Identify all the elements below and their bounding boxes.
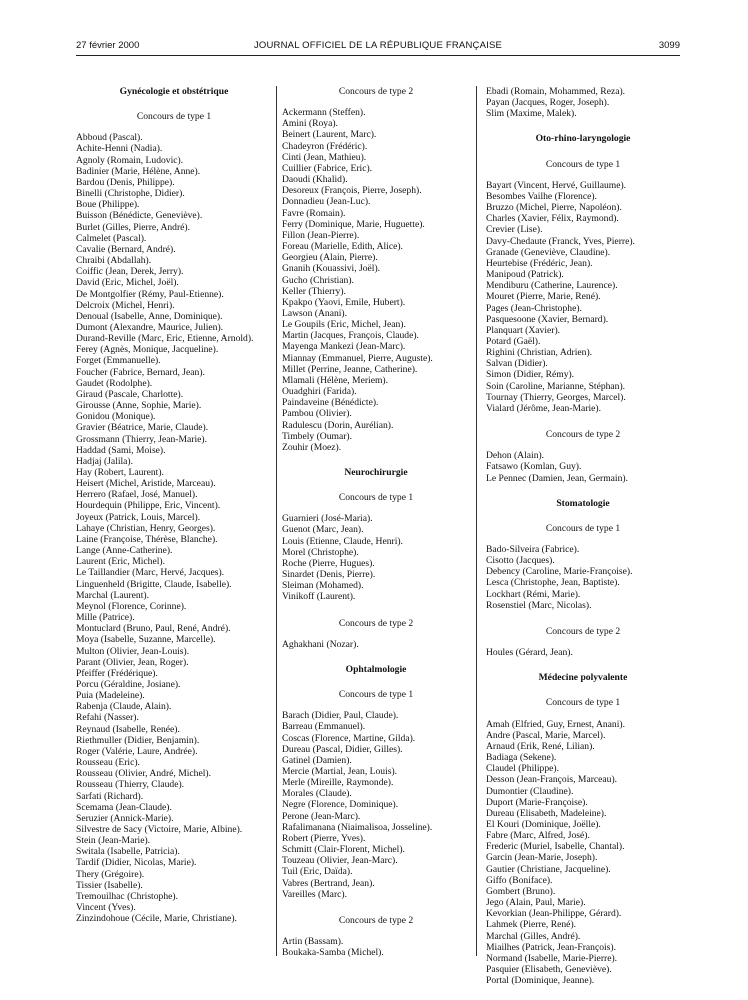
header-journal-title: JOURNAL OFFICIEL DE LA RÉPUBLIQUE FRANÇAISE <box>253 40 503 51</box>
list-item: Ackermann (Steffen). <box>282 107 366 119</box>
concours-group <box>282 86 470 453</box>
list-item: Rafalimanana (Niaimalisoa, Josseline). <box>282 821 433 833</box>
concours-group <box>486 429 680 484</box>
concours-heading: Concours de type 2 <box>545 625 621 637</box>
concours-heading: Concours de type 1 <box>338 492 414 504</box>
concours-heading: Concours de type 2 <box>545 429 621 441</box>
name-list <box>486 450 680 483</box>
concours-heading: Concours de type 2 <box>338 914 414 926</box>
list-item: Bado-Silveira (Fabrice). <box>486 544 580 555</box>
list-item: Montuclard (Bruno, Paul, René, André). <box>76 623 231 635</box>
list-item: Amah (Elfried, Guy, Ernest, Anani). <box>486 718 625 730</box>
list-item: Morales (Claude). <box>282 788 352 800</box>
list-item: Lockhart (Rémi, Marie). <box>486 588 581 600</box>
concours-heading: Concours de type 1 <box>545 522 621 534</box>
list-item: Paindaveine (Bénédicte). <box>282 397 379 409</box>
list-item: Touzeau (Olivier, Jean-Marc). <box>282 855 398 867</box>
list-item: Kevorkian (Jean-Philippe, Gérard). <box>486 908 622 920</box>
list-item: Delcroix (Michel, Henri). <box>76 299 175 311</box>
column-divider-1 <box>276 86 277 956</box>
list-item: Reynaud (Isabelle, Renée). <box>76 723 180 735</box>
spacer <box>282 603 470 618</box>
list-item: Seruzier (Annick-Marie). <box>76 812 174 824</box>
list-item: Radulescu (Dorin, Aurélian). <box>282 419 394 431</box>
concours-group <box>282 689 470 915</box>
specialty-heading: Oto-rhino-laryngologie <box>535 133 631 145</box>
list-item: Rousseau (Eric). <box>76 757 140 769</box>
specialty-heading: Stomatologie <box>556 497 610 509</box>
list-item: Pages (Jean-Christophe). <box>486 302 582 314</box>
list-item: Payan (Jacques, Roger, Joseph). <box>486 97 610 109</box>
list-item: Scemama (Jean-Claude). <box>76 801 172 813</box>
list-item: Buisson (Bénédicte, Geneviève). <box>76 210 203 222</box>
list-item: Lawson (Anani). <box>282 307 348 319</box>
list-item: Gaudet (Rodolphe). <box>76 377 153 389</box>
list-item: Cinti (Jean, Mathieu). <box>282 151 367 163</box>
list-item: Rosenstiel (Marc, Nicolas). <box>486 599 592 611</box>
list-item: Gombert (Bruno). <box>486 885 556 897</box>
list-item: Granade (Geneviève, Claudine). <box>486 246 611 258</box>
list-item: Desson (Jean-François, Marceau). <box>486 774 618 786</box>
column-3 <box>486 86 680 1000</box>
list-item: Jego (Alain, Paul, Marie). <box>486 897 586 909</box>
list-item: Barreau (Emmanuel). <box>282 721 366 733</box>
list-item: Merle (Mireille, Raymonde). <box>282 777 394 789</box>
column-2 <box>282 86 470 972</box>
list-item: Negre (Florence, Dominique). <box>282 799 399 811</box>
list-item: Robert (Pierre, Yves). <box>282 832 366 844</box>
list-item: Hay (Robert, Laurent). <box>76 467 164 478</box>
list-item: Achite-Henni (Nadia). <box>76 143 163 155</box>
concours-group <box>76 111 272 924</box>
list-item: Badiaga (Sekene). <box>486 752 557 764</box>
list-item: Ferey (Agnès, Monique, Jacqueline). <box>76 344 219 356</box>
specialty-heading: Gynécologie et obstétrique <box>119 86 229 97</box>
list-item: Manipoud (Patrick). <box>486 269 564 281</box>
specialty-heading: Ophtalmologie <box>345 663 407 675</box>
list-item: Lesca (Christophe, Jean, Baptiste). <box>486 577 620 589</box>
list-item: Abboud (Pascal). <box>76 132 143 144</box>
list-item: Dehon (Alain). <box>486 450 545 462</box>
list-item: Bruzzo (Michel, Pierre, Napoléon). <box>486 202 622 214</box>
list-item: Dureau (Elisabeth, Madeleine). <box>486 807 607 819</box>
list-item: Badinier (Marie, Hélène, Anne). <box>76 165 201 177</box>
list-item: Porcu (Géraldine, Josiane). <box>76 678 181 690</box>
list-item: Silvestre de Sacy (Victoire, Marie, Albine). <box>76 824 243 835</box>
list-item: Rousseau (Olivier, André, Michel). <box>76 768 211 780</box>
list-item: Foreau (Marielle, Edith, Alice). <box>282 241 403 253</box>
list-item: Vinikoff (Laurent). <box>282 591 356 603</box>
list-item: Garcin (Jean-Marie, Joseph). <box>486 852 598 864</box>
list-item: Soin (Caroline, Marianne, Stéphan). <box>486 380 626 392</box>
list-item: Laurent (Eric, Michel). <box>76 556 165 568</box>
list-item: Rousseau (Thierry, Claude). <box>76 779 185 791</box>
concours-heading: Concours de type 1 <box>338 689 414 701</box>
list-item: Roche (Pierre, Hugues). <box>282 557 375 569</box>
list-item: Lahaye (Christian, Henry, Georges). <box>76 522 216 534</box>
list-item: Stein (Jean-Marie). <box>76 835 151 847</box>
list-item: Dureau (Pascal, Didier, Gilles). <box>282 743 403 755</box>
list-item: Miailhes (Patrick, Jean-François). <box>486 941 617 953</box>
list-item: Pasquesoone (Xavier, Bernard). <box>486 313 609 325</box>
list-item: Fillon (Jean-Pierre). <box>282 229 360 241</box>
list-item: Gonidou (Monique). <box>76 411 156 423</box>
concours-heading: Concours de type 1 <box>136 111 212 123</box>
list-item: De Montgolfier (Rémy, Paul-Etienne). <box>76 288 224 300</box>
specialty-section <box>486 672 680 986</box>
list-item: Burlet (Gilles, Pierre, André). <box>76 221 191 233</box>
name-list <box>282 107 470 453</box>
header-rule <box>76 55 680 56</box>
list-item: Zouhir (Moez). <box>282 441 342 453</box>
list-item: Perone (Jean-Marc). <box>282 810 361 822</box>
list-item: Linguenheld (Brigitte, Claude, Isabelle). <box>76 578 232 590</box>
list-item: Parant (Olivier, Jean, Roger). <box>76 656 189 668</box>
list-item: Mouret (Pierre, Marie, René). <box>486 291 601 303</box>
list-item: Grossmann (Thierry, Jean-Marie). <box>76 433 207 445</box>
list-item: Denoual (Isabelle, Anne, Dominique). <box>76 310 223 322</box>
list-item: Tuil (Eric, Daïda). <box>282 866 353 878</box>
list-item: Agnoly (Romain, Ludovic). <box>76 154 184 166</box>
list-item: Hourdequin (Philippe, Eric, Vincent). <box>76 500 221 512</box>
list-item: Artin (Bassam). <box>282 936 344 947</box>
list-item: Ouadghiri (Farida). <box>282 386 357 398</box>
list-item: Giraud (Pascale, Charlotte). <box>76 388 184 400</box>
list-item: Portal (Dominique, Jeanne). <box>486 975 595 987</box>
concours-group <box>486 523 680 626</box>
list-item: Keller (Thierry). <box>282 285 346 297</box>
list-item: Arnaud (Erik, René, Lilian). <box>486 740 595 752</box>
list-item: Gautier (Christiane, Jacqueline). <box>486 863 611 875</box>
list-item: Guarnieri (José-Maria). <box>282 513 373 525</box>
list-item: Coiffic (Jean, Derek, Jerry). <box>76 266 184 278</box>
list-item: Marchal (Laurent). <box>76 589 149 601</box>
list-item: David (Eric, Michel, Joël). <box>76 277 179 289</box>
list-item: Thery (Grégoire). <box>76 868 145 880</box>
list-item: Bayart (Vincent, Hervé, Guillaume). <box>486 179 627 191</box>
list-item: Mille (Patrice). <box>76 612 135 624</box>
list-item: Le Pennec (Damien, Jean, Germain). <box>486 472 628 484</box>
list-item: Tournay (Thierry, Georges, Marcel). <box>486 391 626 403</box>
list-item: Giffo (Boniface). <box>486 874 553 886</box>
name-list <box>486 647 680 658</box>
list-item: Riethmuller (Didier, Benjamin). <box>76 734 200 746</box>
list-item: Pfeiffer (Frédérique). <box>76 667 158 679</box>
list-item: Miannay (Emmanuel, Pierre, Auguste). <box>282 352 433 364</box>
list-item: Besombes Vailhe (Florence). <box>486 190 597 202</box>
list-item: Mlamali (Hélène, Meriem). <box>282 374 389 386</box>
list-item: Guenot (Marc, Jean). <box>282 524 364 536</box>
column-1 <box>76 86 272 938</box>
name-list <box>486 544 680 611</box>
list-item: Heisert (Michel, Aristide, Marceau). <box>76 478 216 490</box>
list-item: Haddad (Sami, Moise). <box>76 444 166 456</box>
list-item: Boue (Philippe). <box>76 199 140 211</box>
list-item: Puia (Madeleine). <box>76 690 145 702</box>
list-item: Dumontier (Claudine). <box>486 785 574 797</box>
name-list <box>486 719 680 987</box>
list-item: Millet (Perrine, Jeanne, Catherine). <box>282 363 418 375</box>
list-item: Meynol (Florence, Corinne). <box>76 600 187 612</box>
list-item: Pambou (Olivier). <box>282 408 352 420</box>
header-date: 27 février 2000 <box>76 40 140 51</box>
list-item: Joyeux (Patrick, Louis, Marcel). <box>76 511 201 523</box>
list-item: Fatsawo (Komlan, Guy). <box>486 461 582 473</box>
list-item: Lahmek (Pierre, René). <box>486 919 577 931</box>
specialty-section <box>76 86 272 924</box>
list-item: Roger (Valérie, Laure, Andrée). <box>76 745 198 757</box>
list-item: Slim (Maxime, Malek). <box>486 108 577 120</box>
list-item: Bardou (Denis, Philippe). <box>76 176 175 188</box>
concours-group <box>486 697 680 986</box>
list-item: Hadjaj (Jalila). <box>76 455 134 467</box>
list-item: Frederic (Muriel, Isabelle, Chantal). <box>486 841 625 853</box>
list-item: Tremouilhac (Christophe). <box>76 890 178 902</box>
list-item: Sarfati (Richard). <box>76 790 144 802</box>
list-item: Morel (Christophe). <box>282 546 359 558</box>
list-item: Favre (Romain). <box>282 207 346 219</box>
name-list <box>282 639 470 650</box>
list-item: Ebadi (Romain, Mohammed, Reza). <box>486 86 626 97</box>
list-item: Le Taillandier (Marc, Hervé, Jacques). <box>76 567 225 579</box>
list-item: Gravier (Béatrice, Marie, Claude). <box>76 422 209 434</box>
list-item: Tardif (Didier, Nicolas, Marie). <box>76 857 197 869</box>
name-list <box>76 132 272 924</box>
list-item: Crevier (Lise). <box>486 224 543 236</box>
list-item: Marchal (Gilles, André). <box>486 930 581 942</box>
list-item: Boukaka-Samba (Michel). <box>282 947 384 959</box>
list-item: Davy-Chedaute (Franck, Yves, Pierre). <box>486 235 635 247</box>
concours-group <box>282 492 470 617</box>
list-item: Vialard (Jérôme, Jean-Marie). <box>486 402 602 414</box>
list-item: Rabenja (Claude, Alain). <box>76 701 172 713</box>
list-item: Claudel (Philippe). <box>486 763 560 775</box>
list-item: Le Goupils (Eric, Michel, Jean). <box>282 319 406 331</box>
list-item: Zinzindohoue (Cécile, Marie, Christiane). <box>76 913 237 925</box>
list-item: Forget (Emmanuelle). <box>76 355 161 367</box>
list-item: Mercie (Martial, Jean, Louis). <box>282 765 398 777</box>
list-item: Salvan (Didier). <box>486 358 548 370</box>
list-item: Schmitt (Clair-Florent, Michel). <box>282 844 405 856</box>
list-item: Barach (Didier, Paul, Claude). <box>282 710 399 722</box>
list-item: Durand-Reville (Marc, Eric, Etienne, Arnold). <box>76 333 254 345</box>
list-item: Houles (Gérard, Jean). <box>486 647 573 659</box>
list-item: Herrero (Rafael, José, Manuel). <box>76 489 198 501</box>
list-item: Gatinel (Damien). <box>282 754 352 766</box>
list-item: Girousse (Anne, Sophie, Marie). <box>76 400 202 412</box>
list-item: Timbely (Oumar). <box>282 430 352 442</box>
concours-heading: Concours de type 1 <box>545 158 621 170</box>
name-list <box>282 710 470 900</box>
page-header <box>76 40 680 54</box>
list-item: Fabre (Marc, Alfred, José). <box>486 830 590 842</box>
concours-group <box>486 86 680 119</box>
list-item: Vincent (Yves). <box>76 902 136 914</box>
list-item: Amini (Roya). <box>282 118 338 130</box>
specialty-section <box>486 86 680 119</box>
concours-heading: Concours de type 2 <box>338 86 414 97</box>
list-item: Donnadieu (Jean-Luc). <box>282 196 371 208</box>
concours-group <box>282 618 470 650</box>
specialty-section <box>282 664 470 958</box>
list-item: Mayenga Mankezi (Jean-Marc). <box>282 341 406 353</box>
list-item: Kpakpo (Yaovi, Emile, Hubert). <box>282 296 406 308</box>
list-item: Normand (Isabelle, Marie-Pierre). <box>486 952 618 964</box>
list-item: Cuillier (Fabrice, Eric). <box>282 162 373 174</box>
specialty-heading: Médecine polyvalente <box>538 672 628 684</box>
list-item: Sinardet (Denis, Pierre). <box>282 569 376 581</box>
list-item: Sleiman (Mohamed). <box>282 580 364 592</box>
list-item: Laine (Françoise, Thérèse, Blanche). <box>76 533 218 545</box>
list-item: Simon (Didier, Rémy). <box>486 369 575 381</box>
list-item: Debency (Caroline, Marie-Françoise). <box>486 566 633 578</box>
list-item: Cisotto (Jacques). <box>486 555 555 567</box>
list-item: Chadeyron (Frédéric). <box>282 140 368 152</box>
list-item: Pasquier (Elisabeth, Geneviève). <box>486 964 612 975</box>
list-item: Charles (Xavier, Félix, Raymond). <box>486 213 619 225</box>
specialty-heading: Neurochirurgie <box>344 467 408 478</box>
list-item: Georgieu (Alain, Pierre). <box>282 252 378 264</box>
list-item: Desoreux (François, Pierre, Joseph). <box>282 185 422 197</box>
list-item: Aghakhani (Nozar). <box>282 638 359 650</box>
list-item: Martin (Jacques, François, Claude). <box>282 330 419 342</box>
list-item: Moya (Isabelle, Suzanne, Marcelle). <box>76 634 216 646</box>
list-item: Coscas (Florence, Martine, Gilda). <box>282 732 416 744</box>
spacer <box>486 414 680 429</box>
list-item: Chraibi (Abdallah). <box>76 255 152 267</box>
list-item: Gucho (Christian). <box>282 274 354 286</box>
list-item: Lange (Anne-Catherine). <box>76 545 173 557</box>
list-item: Louis (Etienne, Claude, Henri). <box>282 535 403 547</box>
concours-group <box>282 915 470 958</box>
list-item: Heurtebise (Frédéric, Jean). <box>486 257 593 269</box>
list-item: Tissier (Isabelle). <box>76 879 143 891</box>
list-item: Potard (Gaël). <box>486 335 541 347</box>
list-item: Andre (Pascal, Marie, Marcel). <box>486 729 606 741</box>
list-item: Planquart (Xavier). <box>486 324 561 336</box>
list-item: Calmelet (Pascal). <box>76 232 147 244</box>
list-item: Foucher (Fabrice, Bernard, Jean). <box>76 366 205 378</box>
list-item: Vabres (Bertrand, Jean). <box>282 877 375 889</box>
column-divider-2 <box>476 86 477 956</box>
list-item: Cavalie (Bernard, André). <box>76 243 176 255</box>
list-item: Righini (Christian, Adrien). <box>486 347 593 359</box>
specialty-section <box>486 133 680 483</box>
list-item: Daoudi (Khalid). <box>282 174 348 186</box>
specialty-section <box>282 86 470 453</box>
list-item: Switala (Isabelle, Patricia). <box>76 846 180 858</box>
concours-heading: Concours de type 1 <box>545 697 621 709</box>
list-item: Mendiburu (Catherine, Laurence). <box>486 280 618 292</box>
list-item: Refahi (Nasser). <box>76 712 139 724</box>
list-item: Gnanih (Kouassivi, Joël). <box>282 263 381 275</box>
list-item: Vareilles (Marc). <box>282 888 347 900</box>
list-item: Beinert (Laurent, Marc). <box>282 129 377 141</box>
spacer <box>486 611 680 626</box>
list-item: Duport (Marie-Françoise). <box>486 796 588 808</box>
list-item: Multon (Olivier, Jean-Louis). <box>76 645 190 657</box>
name-list <box>282 513 470 602</box>
list-item: El Kouri (Dominique, Joëlle). <box>486 818 601 830</box>
list-item: Binelli (Christophe, Didier). <box>76 188 185 200</box>
name-list <box>486 180 680 414</box>
specialty-section <box>486 498 680 659</box>
list-item: Ferry (Dominique, Marie, Huguette). <box>282 218 425 230</box>
concours-heading: Concours de type 2 <box>338 617 414 629</box>
concours-group <box>486 626 680 658</box>
concours-group <box>486 159 680 429</box>
list-item: Dumont (Alexandre, Maurice, Julien). <box>76 321 224 333</box>
name-list <box>486 86 680 119</box>
spacer <box>282 900 470 915</box>
header-page-number: 3099 <box>658 40 680 51</box>
specialty-section <box>282 467 470 650</box>
name-list <box>282 936 470 958</box>
